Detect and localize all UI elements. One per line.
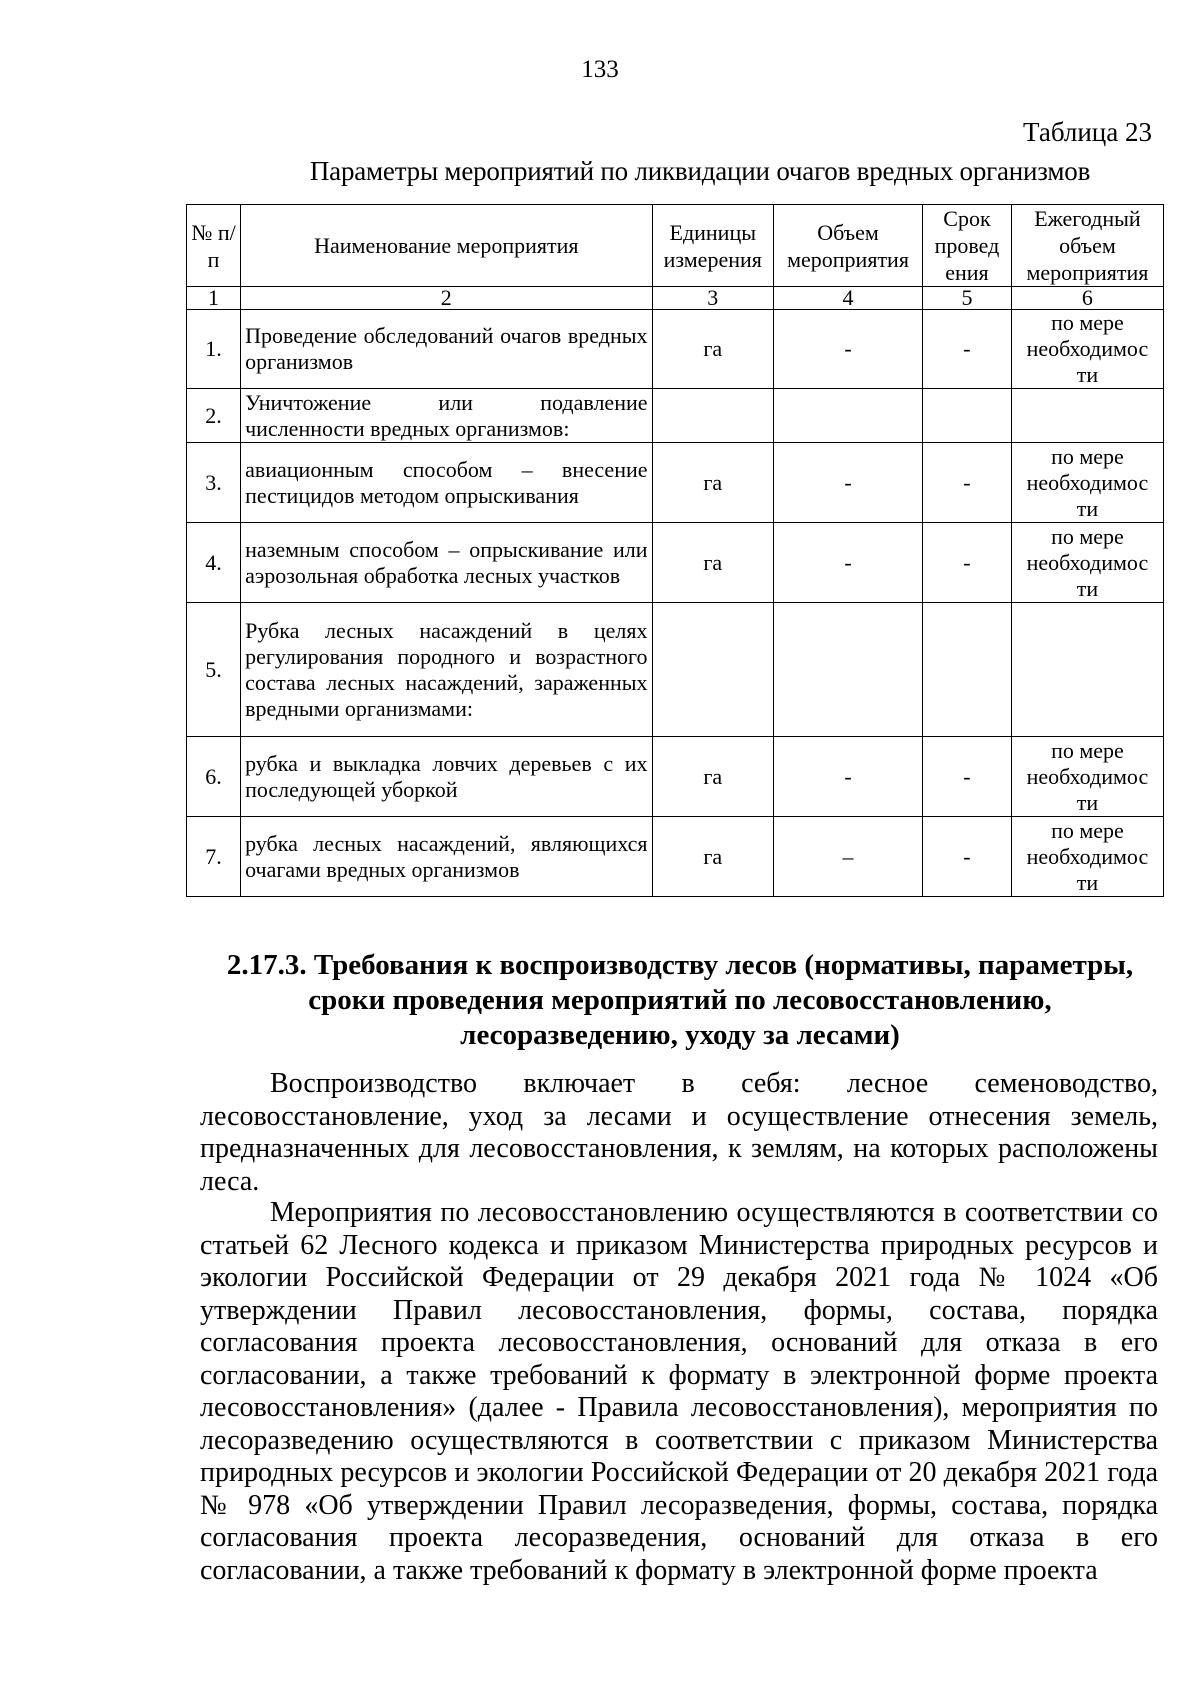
row-term [923, 389, 1012, 443]
column-number: 3 [652, 287, 773, 310]
column-number: 6 [1011, 287, 1163, 310]
row-name: Проведение обследований очагов вредных организмов [241, 310, 652, 389]
row-annual: по мере необходимос ти [1011, 443, 1163, 523]
paragraph-text: Мероприятия по лесовосстановлению осуществляются в соответствии со статьей 62 Лесного кодекса и приказом Министерства природных ресурсов и экологии Российской Федерации от 29 декабря 2021 года № 1024 «Об утверждении Правил лесовосстановления, формы, состава, порядка согласования проекта лесовосстановления, оснований для отказа в его согласовании, а также требований к формату в электронной форме проекта лесовосстановления» (далее - Правила лесовосстановления), мероприятия по лесоразведению осуществляются в соответствии с приказом Министерства природных ресурсов и экологии Российской Федерации от 20 декабря 2021 года № 978 «Об утверждении Правил лесоразведения, формы, состава, порядка согласования проекта лесоразведения, оснований для отказа в его согласовании, а также требований к формату в электронной форме проекта [200, 1197, 1158, 1586]
row-annual [1011, 603, 1163, 737]
row-term: - [923, 737, 1012, 817]
table-row [187, 443, 1164, 523]
row-volume: - [774, 310, 923, 389]
row-num: 7. [187, 817, 241, 897]
row-term [923, 603, 1012, 737]
column-number: 4 [774, 287, 923, 310]
row-unit: га [652, 523, 773, 603]
paragraph-text: Воспроизводство включает в себя: лесное семеноводство, лесовосстановление, уход за лесами и осуществление отнесения земель, предназначенных для лесовосстановления, к землям, на которых расположены леса. [200, 1068, 1158, 1197]
section-heading: 2.17.3. Требования к воспроизводству лесов (нормативы, параметры, сроки проведения мероприятий по лесовосстановлению, лесоразведению, уходу за лесами) [226, 949, 1134, 1051]
header-num: № п/п [187, 205, 241, 287]
row-unit [652, 603, 773, 737]
row-num: 3. [187, 443, 241, 523]
row-name: рубка лесных насаждений, являющихся очагами вредных организмов [241, 817, 652, 897]
row-annual: по мере необходимос ти [1011, 310, 1163, 389]
header-name: Наименование мероприятия [241, 205, 652, 287]
row-term: - [923, 443, 1012, 523]
measures-table [186, 204, 1164, 897]
body-paragraph [200, 1197, 1158, 1587]
row-volume: - [774, 443, 923, 523]
row-unit: га [652, 737, 773, 817]
table-row [187, 310, 1164, 389]
row-name: Уничтожение или подавление численности вредных организмов: [241, 389, 652, 443]
table-label: Таблица 23 [1023, 117, 1152, 147]
row-name: Рубка лесных насаждений в целях регулирования породного и возрастного состава лесных насаждений, зараженных вредными организмами: [241, 603, 652, 737]
row-volume: – [774, 817, 923, 897]
row-name: авиационным способом – внесение пестицидов методом опрыскивания [241, 443, 652, 523]
row-num: 5. [187, 603, 241, 737]
row-volume: - [774, 523, 923, 603]
row-annual: по мере необходимос ти [1011, 737, 1163, 817]
row-unit: га [652, 310, 773, 389]
table-row [187, 603, 1164, 737]
table-header-row [187, 205, 1164, 287]
column-number-row [187, 287, 1164, 310]
row-annual: по мере необходимос ти [1011, 523, 1163, 603]
header-unit: Единицы измерения [652, 205, 773, 287]
row-num: 1. [187, 310, 241, 389]
row-term: - [923, 523, 1012, 603]
page-number: 133 [581, 56, 619, 83]
row-name: рубка и выкладка ловчих деревьев с их последующей уборкой [241, 737, 652, 817]
row-annual: по мере необходимос ти [1011, 817, 1163, 897]
table-row [187, 817, 1164, 897]
row-term: - [923, 310, 1012, 389]
row-volume [774, 389, 923, 443]
row-volume [774, 603, 923, 737]
row-num: 2. [187, 389, 241, 443]
header-volume: Объем мероприятия [774, 205, 923, 287]
table-row [187, 737, 1164, 817]
row-annual [1011, 389, 1163, 443]
body-paragraph [200, 1068, 1158, 1198]
column-number: 1 [187, 287, 241, 310]
header-term: Срок провед ения [923, 205, 1012, 287]
row-term: - [923, 817, 1012, 897]
row-unit: га [652, 443, 773, 523]
row-volume: - [774, 737, 923, 817]
table-row [187, 523, 1164, 603]
row-unit [652, 389, 773, 443]
row-num: 6. [187, 737, 241, 817]
header-annual: Ежегодный объем мероприятия [1011, 205, 1163, 287]
column-number: 2 [241, 287, 652, 310]
row-name: наземным способом – опрыскивание или аэрозольная обработка лесных участков [241, 523, 652, 603]
table-title: Параметры мероприятий по ликвидации очагов вредных организмов [309, 156, 1091, 186]
table-row [187, 389, 1164, 443]
column-number: 5 [923, 287, 1012, 310]
row-unit: га [652, 817, 773, 897]
row-num: 4. [187, 523, 241, 603]
